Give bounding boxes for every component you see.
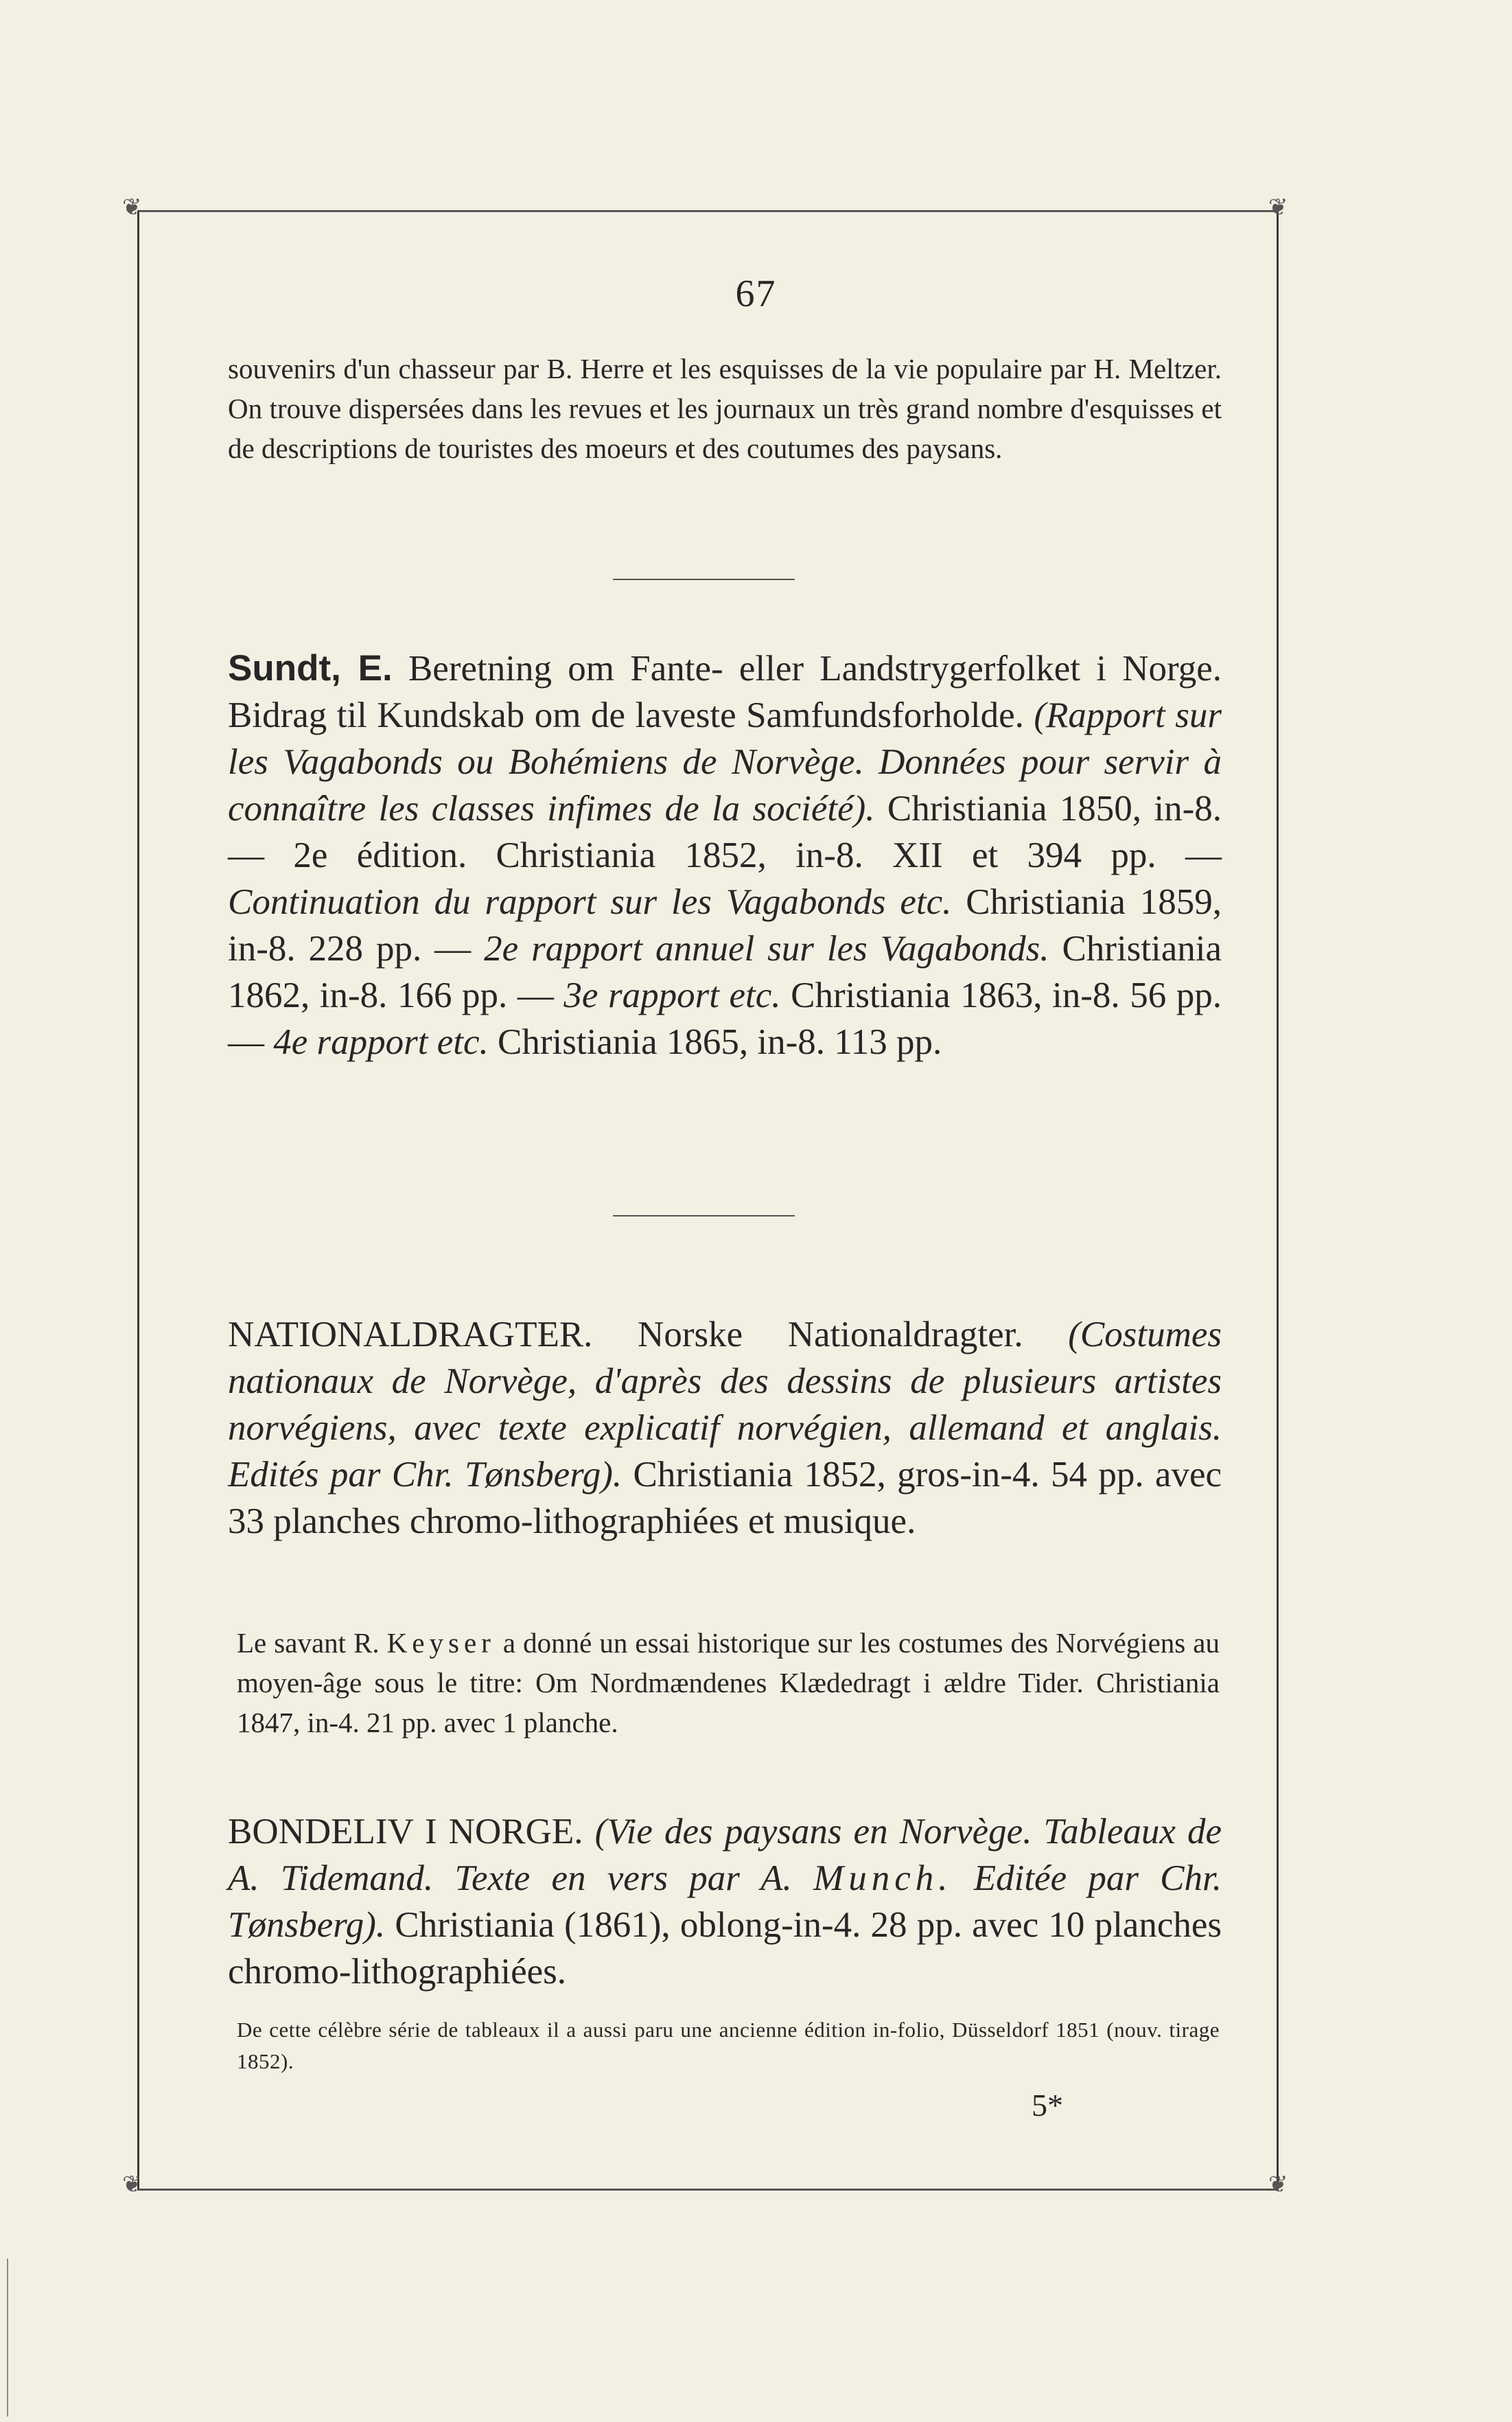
entry-translation: (Costumes nationaux de Norvège, d'après des dessins de plusieurs artistes norvégiens, avec texte explicatif norvégien, allemand et anglais. Edités par Chr. Tønsberg).: [228, 1315, 1222, 1495]
entry-nationaldragter: [228, 1311, 1222, 1545]
entry-imprint: Christiania 1852, gros-in-4. 54 pp. avec 33 planches chromo-lithographiées et musique.: [228, 1455, 1222, 1541]
entry-imprint: édition. Christiania 1852, in-8. XII et 394 pp. —: [356, 835, 1222, 875]
keyser-note: [237, 1623, 1220, 1742]
section-divider: [613, 1215, 795, 1216]
corner-ornament: ❦: [122, 2172, 142, 2198]
margin-rule: [7, 2259, 8, 2417]
entry-imprint: Christiania 1862, in-8. 166 pp. —: [228, 929, 1222, 1015]
footnote: De cette célèbre série de tableaux il a aussi paru une ancienne édition in-folio, Düsseldorf 1851 (nouv. tirage 1852).: [237, 2018, 1220, 2073]
entry-sundt: [228, 645, 1222, 1065]
page-number: 67: [735, 273, 777, 315]
entry-continuation-title: Continuation du rapport sur les Vagabonds etc.: [228, 882, 952, 922]
signature-mark: 5*: [1032, 2088, 1063, 2123]
entry-imprint: Christiania 1850, in-8. —: [228, 789, 1222, 875]
entry-imprint: Christiania 1863, in-8. 56 pp. —: [228, 976, 1222, 1062]
corner-ornament: ❦: [122, 195, 142, 220]
corner-ornament: ❦: [1268, 2172, 1288, 2198]
edition-mark: 2e: [293, 835, 328, 875]
section-divider: [613, 579, 795, 580]
entry-heading: BONDELIV I NORGE.: [228, 1812, 583, 1852]
entry-translation: (Rapport sur les Vagabonds ou Bohémiens de Norvège. Données pour servir à connaître les classes infimes de la société).: [228, 695, 1222, 829]
entry-imprint: Christiania 1865, in-8. 113 pp.: [498, 1022, 942, 1062]
corner-ornament: ❦: [1268, 195, 1288, 220]
entry-author: Sundt, E.: [228, 648, 393, 689]
entry-author-name: Munch.: [813, 1858, 953, 1898]
entry-bondeliv: [228, 1808, 1222, 1995]
note-text: a donné un essai historique sur les costumes des Norvégiens au moyen-âge sous le titre: Om Nordmændenes Klædedragt i ældre Tider. Christiania 1847, in-4. 21 pp. avec 1 planche.: [237, 1627, 1220, 1738]
entry-report-title: 2e rapport annuel sur les Vagabonds.: [484, 929, 1049, 969]
entry-report-title: 3e rapport etc.: [563, 976, 781, 1015]
entry-imprint: Christiania 1859, in-8. 228 pp. —: [228, 882, 1222, 969]
note-lead: Le savant R.: [237, 1627, 380, 1659]
entry-title: Beretning om Fante- eller Landstrygerfolket i Norge. Bidrag til Kundskab om de laveste Samfundsforholde.: [228, 649, 1222, 735]
entry-translation: Editée par Chr. Tønsberg).: [228, 1858, 1222, 1945]
entry-imprint: Christiania (1861), oblong-in-4. 28 pp. avec 10 planches chromo-lithographiées.: [228, 1905, 1222, 1992]
note-author-name: Keyser: [386, 1627, 496, 1659]
entry-report-title: 4e rapport etc.: [273, 1022, 489, 1062]
intro-paragraph: souvenirs d'un chasseur par B. Herre et les esquisses de la vie populaire par H. Meltzer. On trouve dispersées dans les revues et les journaux un très grand nombre d'esquisses et de descriptions de touristes des moeurs et des coutumes des paysans.: [228, 353, 1222, 464]
entry-translation: (Vie des paysans en Norvège. Tableaux de A. Tidemand. Texte en vers par A.: [228, 1812, 1222, 1898]
entry-heading: NATIONALDRAGTER.: [228, 1315, 593, 1354]
entry-title: Norske Nationaldragter.: [638, 1315, 1023, 1354]
